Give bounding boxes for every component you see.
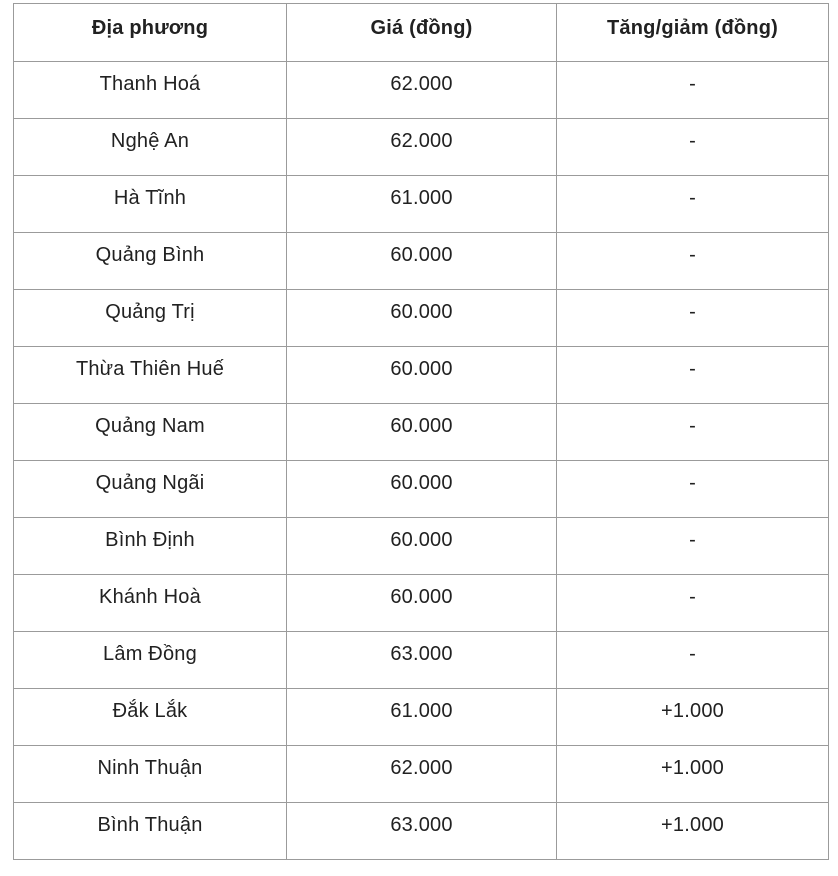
table-row [14,233,829,290]
province-cell: Quảng Bình [14,233,287,290]
province-cell: Lâm Đồng [14,632,287,689]
header-province: Địa phương [14,4,287,62]
header-price: Giá (đồng) [287,4,557,62]
table-row [14,404,829,461]
province-cell: Quảng Trị [14,290,287,347]
table-row [14,290,829,347]
table-row [14,518,829,575]
table-row [14,689,829,746]
header-row [14,4,829,62]
table-row [14,176,829,233]
table-row [14,803,829,860]
table-row [14,119,829,176]
price-cell: 61.000 [287,176,557,233]
table-row [14,62,829,119]
change-cell: - [557,176,829,233]
change-cell: - [557,62,829,119]
province-cell: Quảng Nam [14,404,287,461]
price-cell: 60.000 [287,233,557,290]
province-cell: Nghệ An [14,119,287,176]
price-cell: 60.000 [287,461,557,518]
province-cell: Thanh Hoá [14,62,287,119]
price-cell: 60.000 [287,404,557,461]
province-cell: Đắk Lắk [14,689,287,746]
header-change: Tăng/giảm (đồng) [557,4,829,62]
price-cell: 61.000 [287,689,557,746]
change-cell: - [557,632,829,689]
change-cell: - [557,404,829,461]
table-row [14,461,829,518]
change-cell: - [557,518,829,575]
price-table [13,3,829,860]
change-cell: - [557,290,829,347]
province-cell: Thừa Thiên Huế [14,347,287,404]
province-cell: Khánh Hoà [14,575,287,632]
province-cell: Ninh Thuận [14,746,287,803]
price-cell: 62.000 [287,119,557,176]
province-cell: Quảng Ngãi [14,461,287,518]
table-body [14,62,829,860]
table-row [14,746,829,803]
table-row [14,632,829,689]
change-cell: - [557,575,829,632]
change-cell: +1.000 [557,689,829,746]
change-cell: - [557,347,829,404]
province-cell: Bình Định [14,518,287,575]
price-cell: 62.000 [287,62,557,119]
price-cell: 63.000 [287,632,557,689]
price-cell: 60.000 [287,290,557,347]
table-header [14,4,829,62]
price-cell: 60.000 [287,347,557,404]
table-row [14,575,829,632]
change-cell: - [557,461,829,518]
change-cell: - [557,119,829,176]
price-cell: 60.000 [287,518,557,575]
change-cell: - [557,233,829,290]
province-cell: Hà Tĩnh [14,176,287,233]
table-row [14,347,829,404]
price-cell: 60.000 [287,575,557,632]
change-cell: +1.000 [557,746,829,803]
change-cell: +1.000 [557,803,829,860]
province-cell: Bình Thuận [14,803,287,860]
price-cell: 63.000 [287,803,557,860]
price-cell: 62.000 [287,746,557,803]
